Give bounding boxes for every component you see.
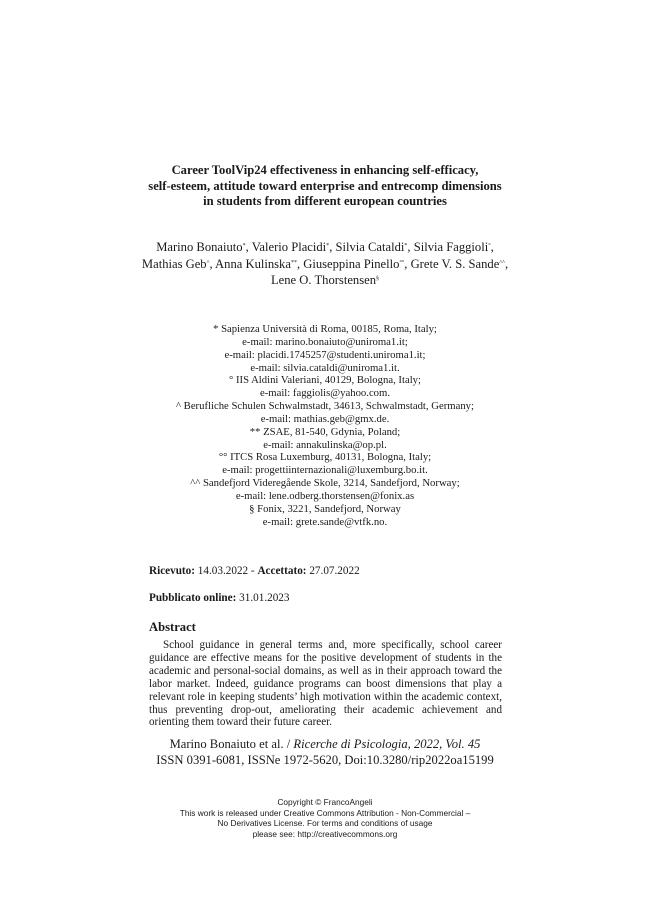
abstract-body: School guidance in general terms and, more specifically, school career guidance are effective means for the positive development of students in the academic and personal-social domains, as well as in their approach toward the labor market. Indeed, guidance programs can boost dimensions that play a relevant role in keeping students’ high motivation within the academic context, thus preventing drop-out, ameliorating their academic achievement and orienting them toward their future career. [149,639,502,729]
journal-name: Ricerche di Psicologia, 2022, Vol. 45 [293,737,481,751]
author-name: Lene O. Thorstensen [270,273,377,287]
author-list [0,239,650,289]
affiliation-email: e-mail: lene.odberg.thorstensen@fonix.as [235,489,415,502]
author-mark: ° [488,243,491,249]
author-name: Giuseppina Pinello [303,256,400,271]
license-url-line: please see: http://creativecommons.org [252,828,398,839]
published-label: Pubblicato online: [149,592,237,604]
title-line: Career ToolVip24 effectiveness in enhancing self-efficacy, [171,163,479,177]
author-line: Marino Bonaiuto*, Valerio Placidi*, Silvia Cataldi*, Silvia Faggioli°, [156,240,494,254]
accepted-label: Accettato: [257,565,307,577]
received-date: 14.03.2022 - [194,565,258,577]
license-line: No Derivatives License. For terms and conditions of usage [217,818,433,828]
affiliation-line: ** ZSAE, 81-540, Gdynia, Poland; [249,425,401,438]
affiliation-email: e-mail: silvia.cataldi@uniroma1.it. [250,361,400,374]
affiliation-list [0,323,650,529]
author-mark: § [376,276,380,282]
author-name: Mathias Geb [141,256,207,271]
citation-authors: Marino Bonaiuto et al. / [169,737,294,751]
affiliation-email: e-mail: marino.bonaiuto@uniroma1.it; [242,335,408,348]
accepted-date: 27.07.2022 [306,565,360,577]
author-name: Silvia Faggioli [413,240,489,254]
author-name: Valerio Placidi [251,240,327,254]
affiliation-email: e-mail: progettiinternazionali@luxemburg.bo.it. [222,464,428,477]
affiliation-line: ^^ Sandefjord Videregående Skole, 3214, Sandefjord, Norway; [190,477,460,490]
affiliation-email: e-mail: annakulinska@op.pl. [263,438,387,451]
copyright-notice [0,797,650,839]
affiliation-line: ° IIS Aldini Valeriani, 40129, Bologna, Italy; [229,374,421,387]
paper-title [0,163,650,210]
abstract-heading: Abstract [149,620,196,634]
author-name: Marino Bonaiuto [156,240,243,254]
affiliation-line: ^ Berufliche Schulen Schwalmstadt, 34613, Schwalmstadt, Germany; [176,400,474,413]
affiliation-email: e-mail: mathias.geb@gmx.de. [260,412,390,425]
affiliation-line: § Fonix, 3221, Sandefjord, Norway [249,502,401,515]
title-line: self-esteem, attitude toward enterprise and entrecomp dimensions [148,178,502,193]
citation-line [0,737,650,753]
copyright-line: Copyright © FrancoAngeli [277,797,373,807]
received-label: Ricevuto: [149,565,195,577]
author-line: Mathias Geb^, Anna Kulinska**, Giuseppina Pinello°°, Grete V. S. Sande^^, [141,256,509,271]
published-value: 31.01.2023 [236,592,290,604]
affiliation-email: e-mail: grete.sande@vtfk.no. [262,515,388,528]
author-mark: * [242,243,246,249]
license-line: This work is released under Creative Commons Attribution - Non-Commercial – [179,807,471,818]
author-mark: ^ [206,259,210,266]
author-name: Anna Kulinska [215,256,291,271]
received-accepted-dates [149,565,360,577]
published-date [149,592,289,604]
author-mark: * [326,243,330,249]
title-line: in students from different european countries [203,194,447,208]
author-mark: ** [290,259,297,266]
author-name: Grete V. S. Sande [410,256,500,271]
issn-doi-line: ISSN 0391-6081, ISSNe 1972-5620, Doi:10.3280/rip2022oa15199 [156,752,494,767]
author-name: Silvia Cataldi [335,240,405,254]
author-mark: ^^ [499,259,505,266]
author-mark: °° [399,259,405,266]
affiliation-email: e-mail: placidi.1745257@studenti.uniroma1.it; [224,348,426,361]
author-line [0,272,650,289]
citation-block [0,737,650,768]
affiliation-line: °° ITCS Rosa Luxemburg, 40131, Bologna, Italy; [218,451,432,464]
affiliation-email: e-mail: faggiolis@yahoo.com. [259,387,391,400]
author-mark: * [404,243,408,249]
affiliation-line: * Sapienza Università di Roma, 00185, Roma, Italy; [213,323,437,335]
